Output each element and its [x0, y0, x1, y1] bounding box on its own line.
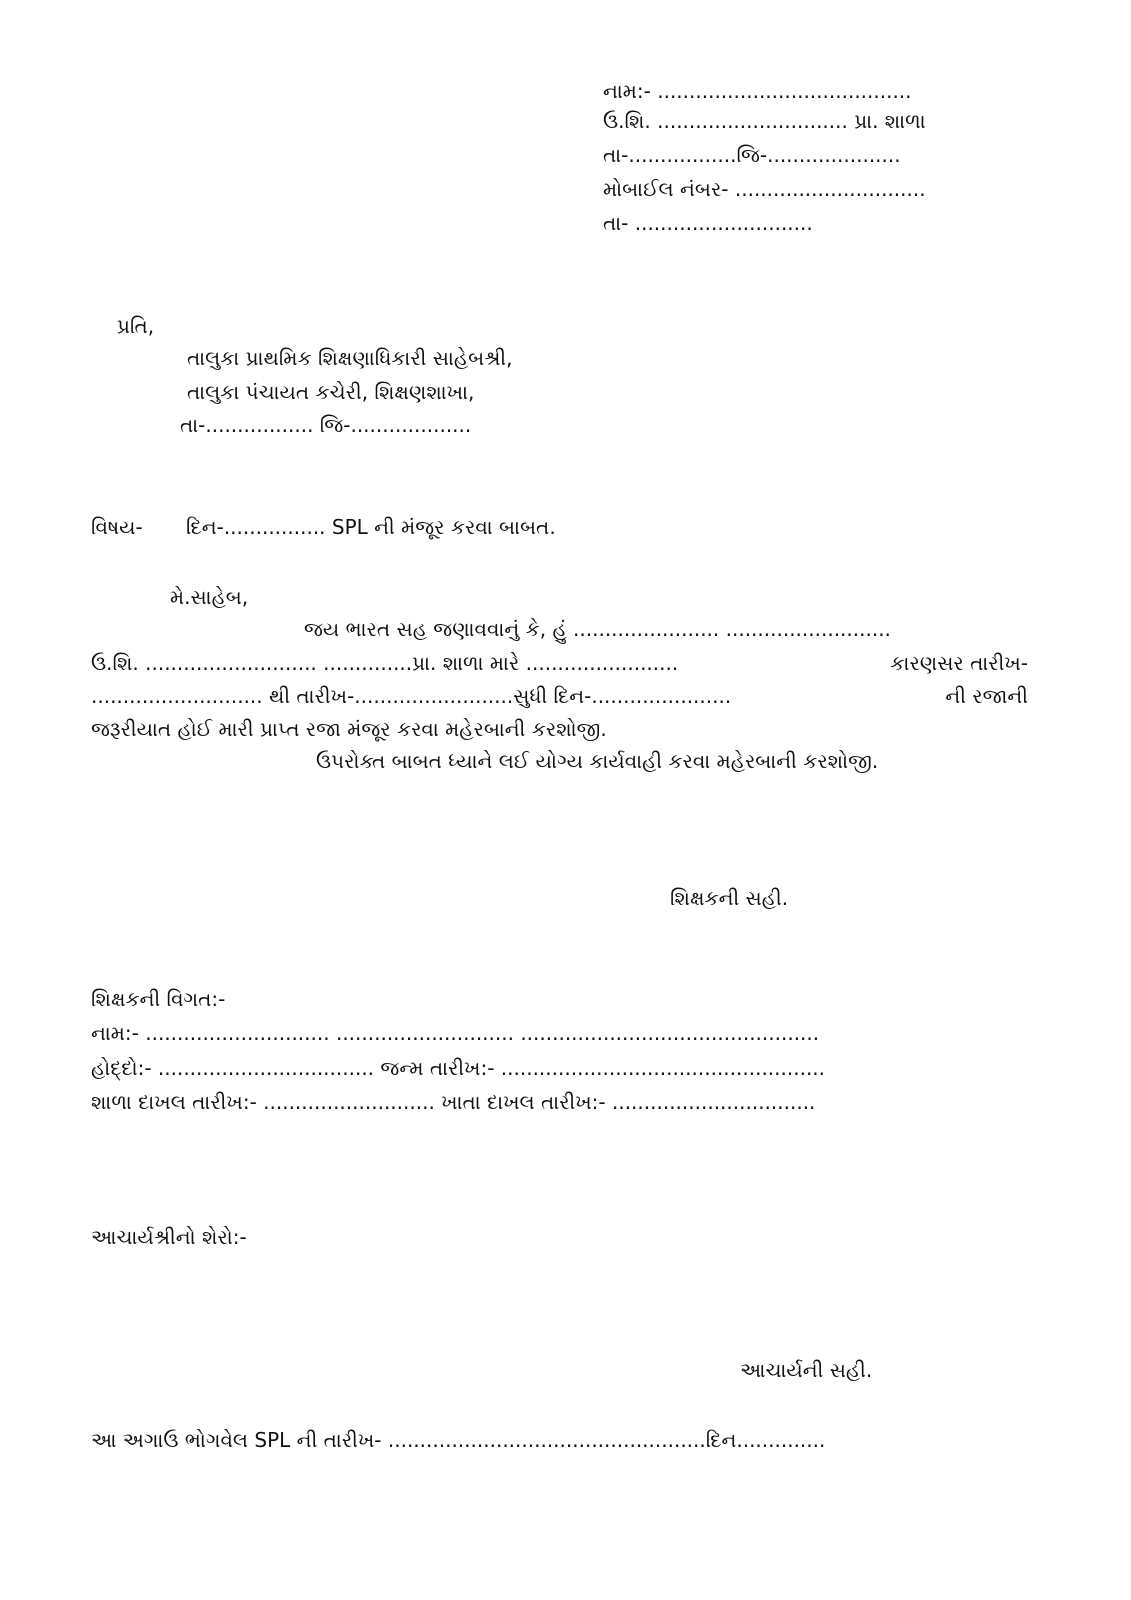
body-line4: જરૂરીયાત હોઈ મારી પ્રાપ્ત રજા મંજૂર કરવા મહેરબાની કરશોજી.	[91, 717, 607, 741]
subject-text: દિન-................ SPL ની મંજૂર કરવા બાબત.	[186, 515, 556, 539]
sender-school: ઉ.શિ. .............................. પ્રા. શાળા	[603, 109, 926, 133]
body-line3-right: ની રજાની	[945, 684, 1028, 708]
teacher-details-designation: હોદ્દો:- .................................. જન્મ તારીખ:- ...................................................	[91, 1056, 826, 1080]
body-line1: જય ભારત સહ જણાવવાનું કે, હું ....................... ..........................	[304, 617, 891, 641]
principal-remark-label: આચાર્યશ્રીનો શેરો:-	[91, 1225, 247, 1249]
body-line3-left: ........................... થી તારીખ-.........................સુધી દિન-......................	[91, 684, 732, 708]
teacher-details-heading: શિક્ષકની વિગત:-	[91, 987, 226, 1011]
sender-date: તા- ............................	[603, 211, 813, 235]
body-line2-left: ઉ.શિ. ........................... ..............પ્રા. શાળા મારે ........................	[91, 651, 679, 675]
principal-signature: આચાર્યની સહી.	[740, 1358, 873, 1382]
teacher-details-school-join: શાળા દાખલ તારીખ:- ........................... ખાતા દાખલ તારીખ:- ................................	[91, 1090, 816, 1114]
recipient-prati: પ્રતિ,	[117, 314, 155, 338]
subject-label: વિષય-	[91, 515, 143, 539]
sender-name: નામ:- ........................................	[603, 79, 912, 103]
sender-taluka-district: તા-.................જિ-.....................	[603, 143, 901, 167]
recipient-line2: તાલુકા પંચાયત કચેરી, શિક્ષણશાખા,	[187, 380, 475, 404]
recipient-line3: તા-................. જિ-...................	[180, 413, 472, 437]
sender-mobile: મોબાઈલ નંબર- ..............................	[603, 177, 926, 201]
teacher-signature: શિક્ષકની સહી.	[670, 886, 789, 910]
recipient-line1: તાલુકા પ્રાથમિક શિક્ષણાધિકારી સાહેબશ્રી,	[187, 346, 513, 370]
teacher-details-name: નામ:- ............................. ............................ ...............................................	[91, 1021, 820, 1045]
body-line2-right: કારણસર તારીખ-	[890, 651, 1028, 675]
previous-spl: આ અગાઉ ભોગવેલ SPL ની તારીખ- ..................................................દિન..............	[91, 1428, 826, 1452]
body-salutation: મે.સાહેબ,	[170, 585, 249, 609]
body-line5: ઉપરોક્ત બાબત ધ્યાને લઈ યોગ્ય કાર્યવાહી કરવા મહેરબાની કરશોજી.	[316, 749, 879, 773]
